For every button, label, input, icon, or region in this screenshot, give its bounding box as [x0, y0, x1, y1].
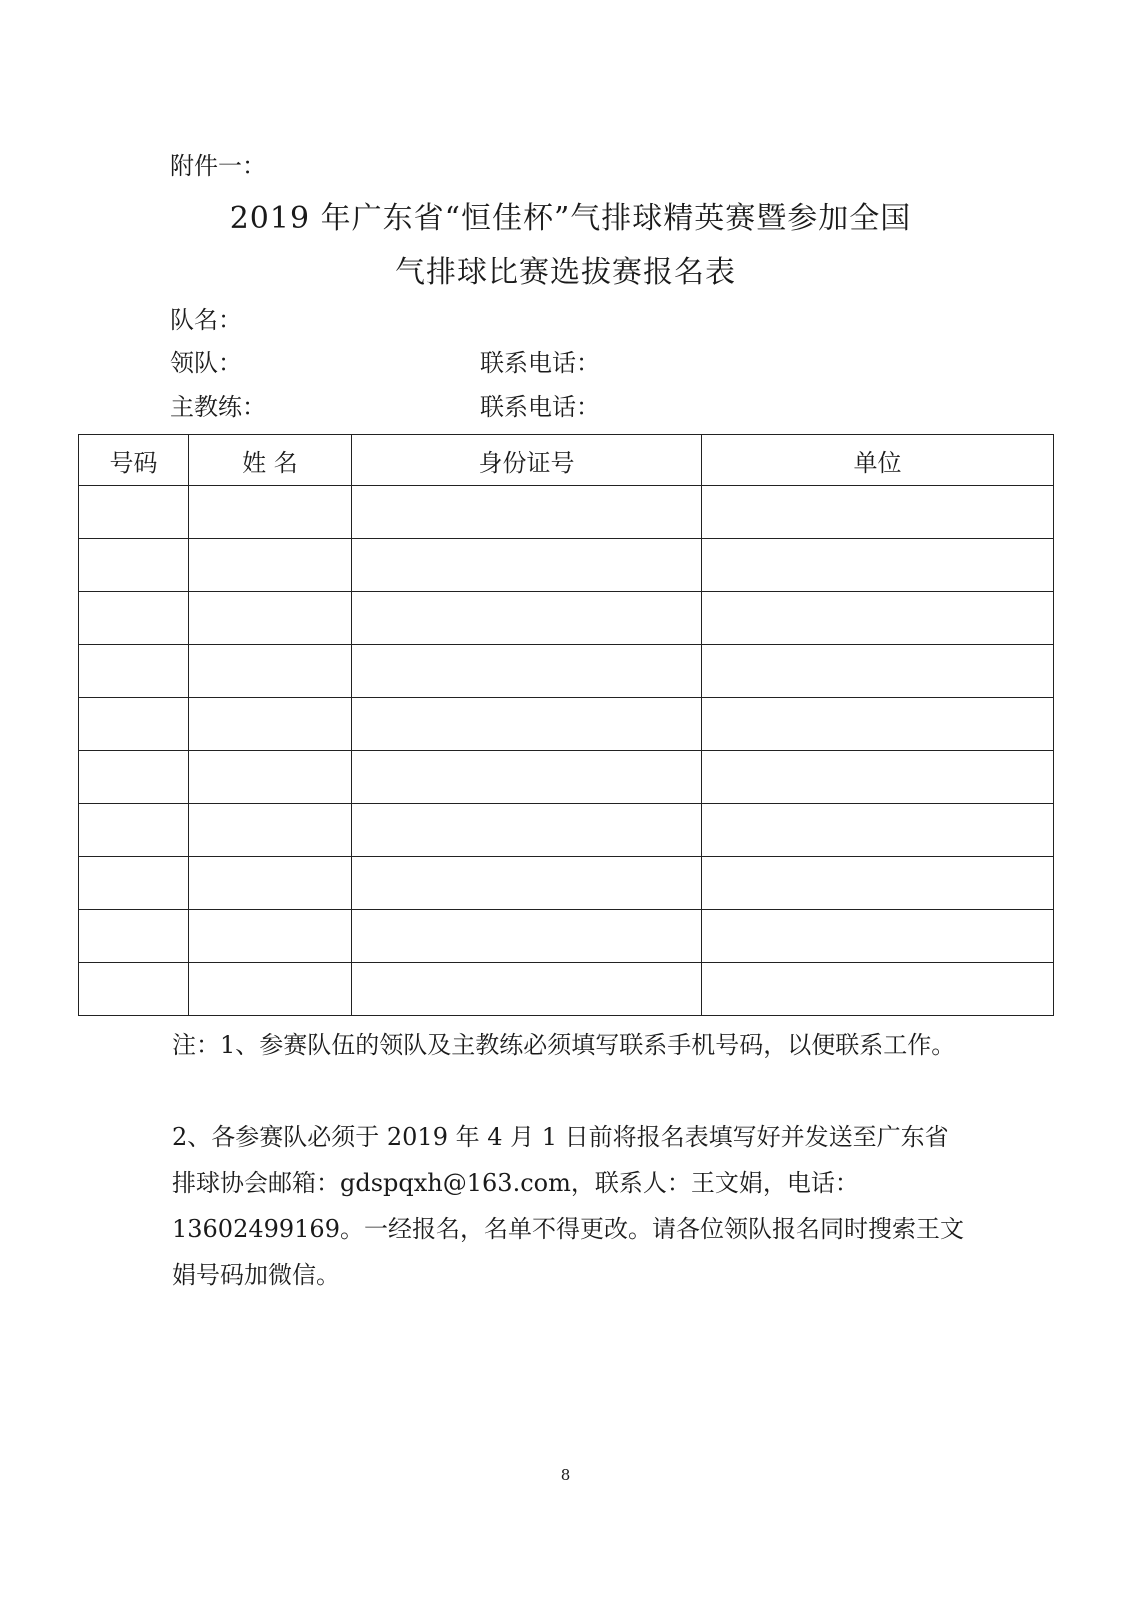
cell-unit	[702, 751, 1054, 804]
cell-name	[189, 910, 352, 963]
cell-name	[189, 751, 352, 804]
cell-name	[189, 857, 352, 910]
cell-id-number	[352, 645, 702, 698]
form-title-line-1: 2019 年广东省“恒佳杯”气排球精英赛暨参加全国	[229, 201, 912, 236]
team-name-label: 队名：	[170, 306, 242, 334]
cell-number	[79, 539, 189, 592]
cell-unit	[702, 698, 1054, 751]
table-row	[79, 857, 1054, 910]
cell-id-number	[352, 857, 702, 910]
leader-phone-label: 联系电话：	[480, 349, 600, 377]
cell-number	[79, 910, 189, 963]
cell-name	[189, 804, 352, 857]
header-name: 姓 名	[189, 435, 352, 486]
note-2: 2、各参赛队必须于 2019 年 4 月 1 日前将报名表填写好并发送至广东省排球协会邮箱：gdspqxh@163.com，联系人：王文娟，电话：13602499169。一经报名，名单不得更改。请各位领队报名同时搜索王文娟号码加微信。	[172, 1123, 964, 1289]
header-unit: 单位	[702, 435, 1054, 486]
cell-id-number	[352, 486, 702, 539]
cell-number	[79, 751, 189, 804]
cell-number	[79, 486, 189, 539]
note-1: 注：1、参赛队伍的领队及主教练必须填写联系手机号码，以便联系工作。	[172, 1031, 956, 1059]
attachment-label: 附件一：	[170, 152, 266, 180]
table-row	[79, 645, 1054, 698]
cell-unit	[702, 857, 1054, 910]
table-body	[79, 486, 1054, 1016]
cell-unit	[702, 910, 1054, 963]
table-row	[79, 486, 1054, 539]
cell-name	[189, 539, 352, 592]
table-row	[79, 539, 1054, 592]
cell-unit	[702, 486, 1054, 539]
registration-table	[78, 434, 1054, 1016]
cell-unit	[702, 592, 1054, 645]
leader-label: 领队：	[170, 349, 242, 377]
table-row	[79, 751, 1054, 804]
coach-label: 主教练：	[170, 393, 266, 421]
cell-name	[189, 963, 352, 1016]
table-row	[79, 963, 1054, 1016]
table-row	[79, 698, 1054, 751]
cell-id-number	[352, 592, 702, 645]
cell-number	[79, 698, 189, 751]
cell-number	[79, 857, 189, 910]
cell-id-number	[352, 804, 702, 857]
header-id-number: 身份证号	[352, 435, 702, 486]
cell-unit	[702, 645, 1054, 698]
cell-name	[189, 486, 352, 539]
table-header-row	[79, 435, 1054, 486]
header-number: 号码	[79, 435, 189, 486]
cell-id-number	[352, 963, 702, 1016]
cell-id-number	[352, 539, 702, 592]
cell-name	[189, 592, 352, 645]
coach-phone-label: 联系电话：	[480, 393, 600, 421]
form-title-line-2: 气排球比赛选拔赛报名表	[395, 255, 736, 290]
cell-number	[79, 963, 189, 1016]
cell-id-number	[352, 910, 702, 963]
cell-id-number	[352, 751, 702, 804]
cell-name	[189, 645, 352, 698]
table-row	[79, 592, 1054, 645]
cell-unit	[702, 539, 1054, 592]
cell-unit	[702, 963, 1054, 1016]
cell-id-number	[352, 698, 702, 751]
cell-number	[79, 645, 189, 698]
cell-number	[79, 804, 189, 857]
table-row	[79, 804, 1054, 857]
table-row	[79, 910, 1054, 963]
cell-unit	[702, 804, 1054, 857]
page-number: 8	[560, 1466, 571, 1484]
cell-name	[189, 698, 352, 751]
cell-number	[79, 592, 189, 645]
